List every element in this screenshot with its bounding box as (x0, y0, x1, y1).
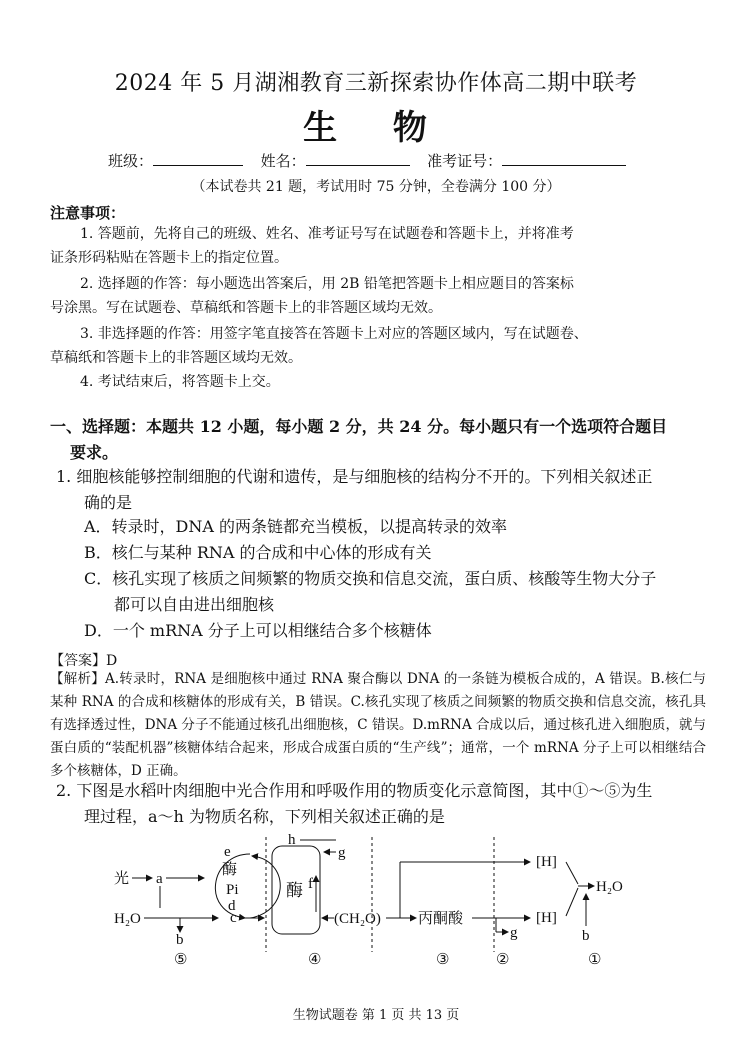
subject-title: 生 物 (303, 108, 449, 148)
notice-item-4-first: 4. 考试结束后，将答题卡上交。 (80, 374, 280, 390)
ticket-label: 准考证号： (427, 152, 503, 170)
process-label-1: ① (588, 952, 602, 967)
line-h-top-merge (566, 862, 578, 884)
cycle-right-arrow (250, 856, 280, 918)
question-1-option-d: D．一个 mRNA 分子上可以相继结合多个核糖体 (84, 621, 432, 640)
label-light: 光 (114, 871, 130, 887)
process-label-3: ③ (436, 952, 450, 967)
question-1-line2: 确的是 (84, 493, 133, 512)
label-d: d (228, 898, 236, 914)
question-1-answer: 【答案】D (50, 653, 118, 669)
notice-item-2-first: 2. 选择题的作答：每小题选出答案后，用 2B 铅笔把答题卡上相应题目的答案标 (80, 276, 574, 292)
name-field (306, 152, 410, 166)
exam-title: 2024 年 5 月湖湘教育三新探索协作体高二期中联考 (114, 71, 638, 96)
label-a: a (156, 871, 163, 887)
label-enzyme-box: 酶 (286, 881, 303, 900)
notice-item-2-rest: 号涂黑。写在试题卷、草稿纸和答题卡上的非答题区域均无效。 (50, 300, 442, 316)
label-g: g (338, 845, 346, 861)
label-h2o-out: H₂O (596, 879, 623, 895)
question-1 (56, 464, 708, 516)
question-1-option-b: B．核仁与某种 RNA 的合成和中心体的形成有关 (84, 543, 432, 562)
label-h2o-in: H₂O (114, 911, 141, 927)
process-label-5: ⑤ (174, 952, 188, 967)
student-info-line (108, 150, 626, 171)
class-field (153, 152, 243, 166)
process-label-4: ④ (308, 952, 322, 967)
notice-item-1-rest: 证条形码粘贴在答题卡上的指定位置。 (50, 250, 288, 266)
label-pyruvate: 丙酮酸 (418, 911, 464, 927)
question-2 (56, 778, 708, 830)
label-enzyme: 酶 (222, 862, 238, 878)
label-c: c (230, 910, 237, 926)
question-1-option-a: A．转录时，DNA 的两条链都充当模板，以提高转录的效率 (84, 517, 508, 536)
question-1-option-c-line2: 都可以自由进出细胞核 (114, 595, 275, 614)
section-heading-line2: 要求。 (70, 443, 119, 462)
label-h: h (288, 832, 296, 848)
name-label: 姓名： (260, 152, 306, 170)
question-1-line1: 1. 细胞核能够控制细胞的代谢和遗传，是与细胞核的结构分不开的。下列相关叙述正 (56, 467, 653, 486)
question-2-line2: 理过程，a～h 为物质名称，下列相关叙述正确的是 (84, 807, 445, 826)
metabolism-diagram (100, 832, 640, 967)
notice-item-3 (50, 322, 706, 370)
class-label: 班级： (108, 152, 154, 170)
question-1-analysis: 【解析】A.转录时，RNA 是细胞核中通过 RNA 聚合酶以 DNA 的一条链为模板合成的，A 错误。B.核仁与某种 RNA 的合成和核糖体的形成有关，B 错误。C.核孔实现了核质之间频繁的物质交换和信息交流，核孔具有选择透过性，DNA 分子不能通过核孔出细胞核，C 错误。D.mRNA 合成以后，通过核孔进入细胞质，就与蛋白质的“装配机器”核糖体结合起来，形成合成蛋白质的“生产线”；通常，一个 mRNA 分子上可以相继结合多个核糖体，D 正确。 (50, 671, 706, 779)
label-ch2o: (CH₂O) (334, 911, 381, 927)
notice-heading: 注意事项： (50, 204, 126, 222)
question-2-line1: 2. 下图是水稻叶肉细胞中光合作用和呼吸作用的物质变化示意简图，其中①～⑤为生 (56, 781, 653, 800)
notice-item-2 (50, 272, 706, 320)
ticket-field (502, 152, 626, 166)
question-1-option-c (84, 566, 708, 618)
label-g2: g (510, 925, 518, 941)
label-h-bottom: [H] (536, 910, 557, 926)
process-label-2: ② (496, 952, 510, 967)
notice-item-3-rest: 草稿纸和答题卡上的非答题区域均无效。 (50, 350, 302, 366)
line-h-bottom-merge (566, 888, 578, 916)
notice-item-4 (50, 370, 706, 394)
label-pi: Pi (226, 882, 239, 898)
label-h-top: [H] (536, 854, 557, 870)
page-footer: 生物试题卷 第 1 页 共 13 页 (292, 1008, 460, 1023)
section-heading (50, 414, 710, 466)
exam-note: （本试卷共 21 题，考试用时 75 分钟，全卷满分 100 分） (191, 179, 561, 195)
label-e: e (224, 844, 231, 860)
label-f: f (308, 876, 313, 892)
section-heading-line1: 一、选择题：本题共 12 小题，每小题 2 分，共 24 分。每小题只有一个选项符合题目 (50, 417, 668, 436)
notice-item-1-first: 1. 答题前，先将自己的班级、姓名、准考证号写在试题卷和答题卡上，并将准考 (80, 226, 574, 242)
label-b: b (176, 932, 184, 948)
question-1-option-c-line1: C．核孔实现了核质之间频繁的物质交换和信息交流，蛋白质、核酸等生物大分子 (84, 569, 657, 588)
notice-item-1 (50, 222, 706, 270)
notice-item-3-first: 3. 非选择题的作答：用签字笔直接答在答题卡上对应的答题区域内，写在试题卷、 (80, 326, 588, 342)
label-b2: b (582, 928, 590, 944)
